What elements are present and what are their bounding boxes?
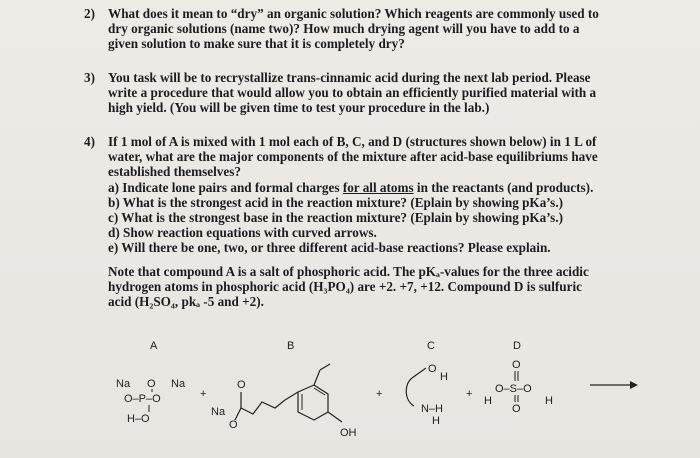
question-text-line: If 1 mol of A is mixed with 1 mol each of B, C, and D (structures shown below) in 1 L of [108,134,597,149]
question-text-line: dry organic solutions (name two)? How much drying agent will you have to add to a [108,21,580,37]
structure-label-d: D [513,340,521,352]
compound-a-structure [116,378,186,425]
subquestion-a-underlined: for all atoms [342,179,414,195]
question-2 [84,6,674,52]
atom-h: H [432,415,440,427]
atom-o: O [428,363,437,375]
chemical-structures [0,350,700,458]
note-line: acid (H₂SO₄, pkₐ -5 and +2). [108,294,264,310]
question-number: 4) [84,134,95,149]
plus-sign: + [376,388,383,400]
plus-sign: + [200,388,207,400]
atom-h-o: H–O [127,413,150,425]
subquestion-b: b) What is the strongest acid in the reaction mixture? (Eplain by showing pKa’s.) [108,194,564,210]
atom-h: H [545,395,553,407]
question-3 [84,70,674,116]
atom-h: H [440,371,448,383]
subquestion-a-post: in the reactants (and products). [413,179,594,195]
plus-sign: + [466,388,473,400]
question-text-line: water, what are the major components of the mixture after acid-base equilibriums have [108,149,598,165]
question-number: 2) [84,6,95,21]
note-line: hydrogen atoms in phosphoric acid (H₃PO₄) are +2. +7, +12. Compound D is sulfuric [108,278,582,294]
question-text-line: high yield. (You will be given time to test your procedure in the lab.) [108,100,490,116]
question-text-line: write a procedure that would allow you to obtain an efficiently purified material with a [108,85,597,101]
note-line: Note that compound A is a salt of phosphoric acid. The pKₐ-values for the three acidic [108,263,589,279]
compound-d-structure [484,359,553,415]
subquestion-a-pre: a) Indicate lone pairs and formal charges [108,179,343,195]
question-text-line: You task will be to recrystallize trans-cinnamic acid during the next lab period. Please [108,70,591,85]
question-text-line: What does it mean to “dry” an organic solution? Which reagents are commonly used to [108,6,599,21]
atom-o: O [237,379,246,391]
subquestion-e: e) Will there be one, two, or three different acid-base reactions? Please explain. [108,240,551,256]
atom-h: H [484,395,492,407]
atom-o: O [512,403,521,415]
atom-na: Na [171,378,186,390]
atom-o: O [147,378,156,390]
structure-label-c: C [427,340,435,352]
subquestion-a [108,180,674,195]
atom-n-h: N–H [421,403,444,415]
subquestion-d: d) Show reaction equations with curved arrows. [108,225,377,241]
compound-c-structure [406,363,448,427]
reaction-arrow [590,381,638,389]
compound-b-structure [211,364,357,439]
question-4 [84,134,674,309]
question-text-line: established themselves? [108,164,241,180]
question-number: 3) [84,70,95,85]
atom-na: Na [211,406,226,418]
atom-o-s-o: O–S–O [495,383,532,395]
question-text-line: given solution to make sure that it is completely dry? [108,36,405,52]
structure-label-a: A [150,340,158,352]
atom-o-p-o: O–P–O [124,393,161,405]
subquestion-c: c) What is the strongest base in the reaction mixture? (Eplain by showing pKa’s.) [108,210,563,226]
atom-o: O [512,359,521,371]
atom-na: Na [116,378,131,390]
atom-oh: OH [340,427,357,439]
structure-label-b: B [287,340,295,352]
atom-o: O [229,419,238,431]
